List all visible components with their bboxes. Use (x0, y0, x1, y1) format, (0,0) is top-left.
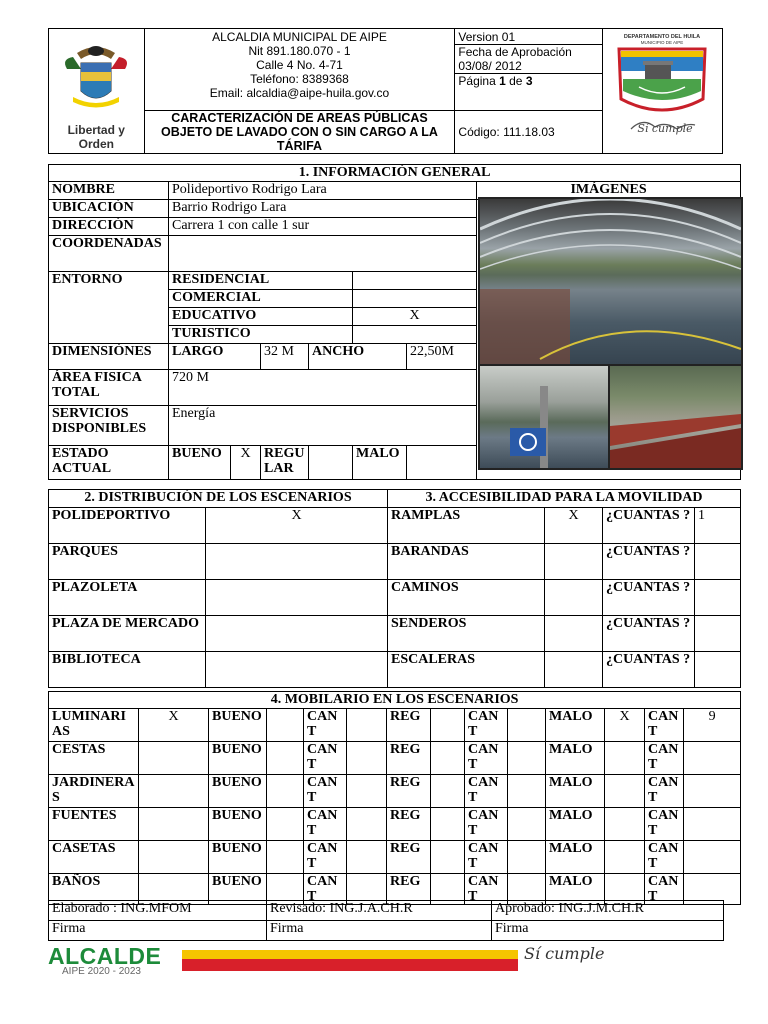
servicios-label: SERVICIOS DISPONIBLES (49, 406, 169, 446)
bueno-cant (347, 808, 387, 841)
mobiliario-label: CESTAS (49, 742, 139, 775)
acceso-senderos-count (695, 616, 741, 652)
cant-label: CANT (304, 742, 347, 775)
largo-value: 32 M (261, 344, 309, 370)
document-header (48, 28, 723, 154)
escenario-plazoleta: PLAZOLETA (49, 580, 206, 616)
bueno-cant (347, 709, 387, 742)
malo-label: MALO (546, 808, 605, 841)
brand-stripe-yellow (182, 950, 518, 959)
escenario-biblioteca-mark (206, 652, 388, 688)
reg-mark (431, 709, 465, 742)
acceso-caminos-mark (545, 580, 603, 616)
acceso-ramplas-count: 1 (695, 508, 741, 544)
cant-label: CANT (465, 874, 508, 905)
malo-mark (605, 808, 645, 841)
dept-aipe-logo-icon (603, 29, 721, 143)
bueno-label: BUENO (209, 775, 267, 808)
nombre-value: Polideportivo Rodrigo Lara (169, 182, 477, 200)
acceso-ramplas: RAMPLAS (388, 508, 545, 544)
cant-label: CANT (645, 742, 684, 775)
ubicacion-value: Barrio Rodrigo Lara (169, 200, 477, 218)
acceso-senderos-mark (545, 616, 603, 652)
cant-label: CANT (465, 808, 508, 841)
entorno-educativo-label: EDUCATIVO (169, 308, 353, 326)
firma-aprobado: Firma (492, 921, 724, 941)
cant-label: CANT (645, 709, 684, 742)
malo-label: MALO (546, 775, 605, 808)
reg-cant (508, 742, 546, 775)
bueno-mark (267, 709, 304, 742)
reg-mark (431, 808, 465, 841)
mobiliario-row (49, 775, 741, 808)
malo-mark: X (605, 709, 645, 742)
malo-mark (605, 841, 645, 874)
bueno-label: BUENO (209, 874, 267, 905)
estado-malo-mark (407, 446, 477, 480)
malo-cant (684, 775, 741, 808)
bueno-label: BUENO (209, 808, 267, 841)
mobiliario-row (49, 808, 741, 841)
bueno-cant (347, 742, 387, 775)
bueno-label: BUENO (209, 742, 267, 775)
reg-label: REG (387, 841, 431, 874)
cant-label: CANT (465, 709, 508, 742)
cant-label: CANT (465, 841, 508, 874)
mobiliario-row (49, 709, 741, 742)
entorno-comercial-label: COMERCIAL (169, 290, 353, 308)
mobiliario-row (49, 841, 741, 874)
nombre-label: NOMBRE (49, 182, 169, 200)
acceso-escaleras-count (695, 652, 741, 688)
cuantas-label: ¿CUANTAS ? (603, 544, 695, 580)
estado-regular-mark (309, 446, 353, 480)
acceso-escaleras-mark (545, 652, 603, 688)
estado-label: ESTADO ACTUAL (49, 446, 169, 480)
mobiliario-mark (139, 808, 209, 841)
bueno-cant (347, 841, 387, 874)
svg-text:DEPARTAMENTO DEL HUILA: DEPARTAMENTO DEL HUILA (624, 34, 701, 40)
reg-mark (431, 841, 465, 874)
cant-label: CANT (645, 874, 684, 905)
estado-malo-label: MALO (353, 446, 407, 480)
brand-stripe-red (182, 959, 518, 971)
cuantas-label: ¿CUANTAS ? (603, 580, 695, 616)
bueno-label: BUENO (209, 709, 267, 742)
escenario-biblioteca: BIBLIOTECA (49, 652, 206, 688)
acceso-caminos: CAMINOS (388, 580, 545, 616)
reg-cant (508, 841, 546, 874)
cant-label: CANT (304, 874, 347, 905)
malo-cant: 9 (684, 709, 741, 742)
mobiliario-label: BAÑOS (49, 874, 139, 905)
escenario-plaza-mercado: PLAZA DE MERCADO (49, 616, 206, 652)
entorno-turistico-mark (353, 326, 477, 344)
mobiliario-label: LUMINARIAS (49, 709, 139, 742)
acceso-escaleras: ESCALERAS (388, 652, 545, 688)
reg-label: REG (387, 709, 431, 742)
mobiliario-label: CASETAS (49, 841, 139, 874)
org-name: ALCALDIA MUNICIPAL DE AIPE (212, 30, 387, 44)
cuantas-label: ¿CUANTAS ? (603, 508, 695, 544)
malo-label: MALO (546, 742, 605, 775)
coordenadas-value (169, 236, 477, 272)
revisado-por: Revisado: ING.J.A.CH.R (267, 901, 492, 921)
malo-cant (684, 841, 741, 874)
entorno-label: ENTORNO (49, 272, 169, 344)
malo-label: MALO (546, 874, 605, 905)
org-nit: Nit 891.180.070 - 1 (248, 44, 351, 58)
slogan-signature: Sí cumple (524, 944, 605, 963)
cant-label: CANT (304, 808, 347, 841)
cant-label: CANT (304, 775, 347, 808)
reg-label: REG (387, 775, 431, 808)
aprobado-por: Aprobado: ING.J.M.CH.R (492, 901, 724, 921)
reg-mark (431, 775, 465, 808)
direccion-label: DIRECCIÓN (49, 218, 169, 236)
cant-label: CANT (465, 742, 508, 775)
acceso-caminos-count (695, 580, 741, 616)
photo-benches (608, 364, 743, 470)
servicios-value: Energía (169, 406, 477, 446)
doc-code: Código: 111.18.03 (455, 111, 603, 154)
entorno-residencial-mark (353, 272, 477, 290)
page-indicator: Página 1 de 3 (458, 74, 533, 88)
reg-label: REG (387, 808, 431, 841)
section4-table (48, 691, 741, 905)
svg-text:Sí cumple: Sí cumple (637, 122, 693, 135)
mobiliario-row (49, 742, 741, 775)
area-value: 720 M (169, 370, 477, 406)
escenario-polideportivo-mark: X (206, 508, 388, 544)
cant-label: CANT (304, 841, 347, 874)
reg-label: REG (387, 742, 431, 775)
bueno-cant (347, 775, 387, 808)
bueno-mark (267, 742, 304, 775)
estado-regular-label: REGULAR (261, 446, 309, 480)
coat-of-arms-cell (49, 29, 145, 154)
escenario-plaza-mercado-mark (206, 616, 388, 652)
cant-label: CANT (645, 841, 684, 874)
section1-title: 1. INFORMACIÓN GENERAL (49, 165, 741, 182)
acceso-senderos: SENDEROS (388, 616, 545, 652)
estado-bueno-mark: X (231, 446, 261, 480)
cant-label: CANT (645, 808, 684, 841)
estado-bueno-label: BUENO (169, 446, 231, 480)
signatures-table (48, 900, 724, 941)
largo-label: LARGO (169, 344, 261, 370)
mobiliario-mark: X (139, 709, 209, 742)
cant-label: CANT (465, 775, 508, 808)
mobiliario-mark (139, 742, 209, 775)
svg-text:MUNICIPIO DE AIPE: MUNICIPIO DE AIPE (641, 40, 684, 45)
escenario-parques-mark (206, 544, 388, 580)
cuantas-label: ¿CUANTAS ? (603, 652, 695, 688)
section2-title: 2. DISTRIBUCIÓN DE LOS ESCENARIOS (49, 490, 388, 508)
coat-caption: Libertad y Orden (67, 123, 125, 151)
entorno-comercial-mark (353, 290, 477, 308)
cuantas-label: ¿CUANTAS ? (603, 616, 695, 652)
images-label: IMÁGENES (477, 182, 741, 200)
entorno-turistico-label: TURISTICO (169, 326, 353, 344)
acceso-barandas-mark (545, 544, 603, 580)
doc-meta-cell (455, 29, 603, 111)
cant-label: CANT (645, 775, 684, 808)
doc-version: Version 01 (455, 30, 602, 45)
doc-title: CARACTERIZACIÓN DE AREAS PÚBLICAS OBJETO DE LAVADO CON O SIN CARGO A LA TÁRIFA (144, 111, 455, 154)
acceso-barandas-count (695, 544, 741, 580)
section4-title: 4. MOBILARIO EN LOS ESCENARIOS (49, 692, 741, 709)
coat-of-arms-icon (59, 39, 133, 123)
bueno-mark (267, 775, 304, 808)
org-info-cell (144, 29, 455, 111)
org-address: Calle 4 No. 4-71 (256, 58, 343, 72)
section3-title: 3. ACCESIBILIDAD PARA LA MOVILIDAD (388, 490, 741, 508)
ancho-value: 22,50M (407, 344, 477, 370)
malo-cant (684, 742, 741, 775)
direccion-value: Carrera 1 con calle 1 sur (169, 218, 477, 236)
bueno-mark (267, 808, 304, 841)
reg-cant (508, 709, 546, 742)
acceso-barandas: BARANDAS (388, 544, 545, 580)
photo-main-court (478, 197, 743, 366)
area-label: ÁREA FISICA TOTAL (49, 370, 169, 406)
dept-logo-cell (603, 29, 723, 154)
entorno-residencial-label: RESIDENCIAL (169, 272, 353, 290)
org-phone: Teléfono: 8389368 (250, 72, 349, 86)
escenario-polideportivo: POLIDEPORTIVO (49, 508, 206, 544)
elaborado-por: Elaborado : ING.MFOM (49, 901, 267, 921)
firma-elaborado: Firma (49, 921, 267, 941)
acceso-ramplas-mark: X (545, 508, 603, 544)
malo-label: MALO (546, 841, 605, 874)
reg-mark (431, 742, 465, 775)
ubicacion-label: UBICACIÓN (49, 200, 169, 218)
coordenadas-label: COORDENADAS (49, 236, 169, 272)
escenario-plazoleta-mark (206, 580, 388, 616)
org-email: Email: alcaldia@aipe-huila.gov.co (209, 86, 390, 100)
approval-date: 03/08/ 2012 (455, 59, 602, 74)
malo-mark (605, 775, 645, 808)
reg-cant (508, 775, 546, 808)
mobiliario-mark (139, 775, 209, 808)
reg-cant (508, 808, 546, 841)
bueno-label: BUENO (209, 841, 267, 874)
approval-label: Fecha de Aprobación (458, 45, 572, 59)
entorno-educativo-mark: X (353, 308, 477, 326)
reg-label: REG (387, 874, 431, 905)
escenario-parques: PARQUES (49, 544, 206, 580)
malo-mark (605, 742, 645, 775)
mobiliario-label: JARDINERAS (49, 775, 139, 808)
bueno-mark (267, 841, 304, 874)
mobiliario-label: FUENTES (49, 808, 139, 841)
brand-period: AIPE 2020 - 2023 (62, 966, 141, 977)
mobiliario-mark (139, 841, 209, 874)
cant-label: CANT (304, 709, 347, 742)
brand-alcalde: ALCALDE (48, 943, 162, 969)
sections-2-3-table (48, 489, 741, 688)
mobiliario-rows (49, 709, 741, 905)
malo-label: MALO (546, 709, 605, 742)
ancho-label: ANCHO (309, 344, 407, 370)
firma-revisado: Firma (267, 921, 492, 941)
dimensiones-label: DIMENSIÓNES (49, 344, 169, 370)
malo-cant (684, 808, 741, 841)
photo-ramp (478, 364, 610, 470)
